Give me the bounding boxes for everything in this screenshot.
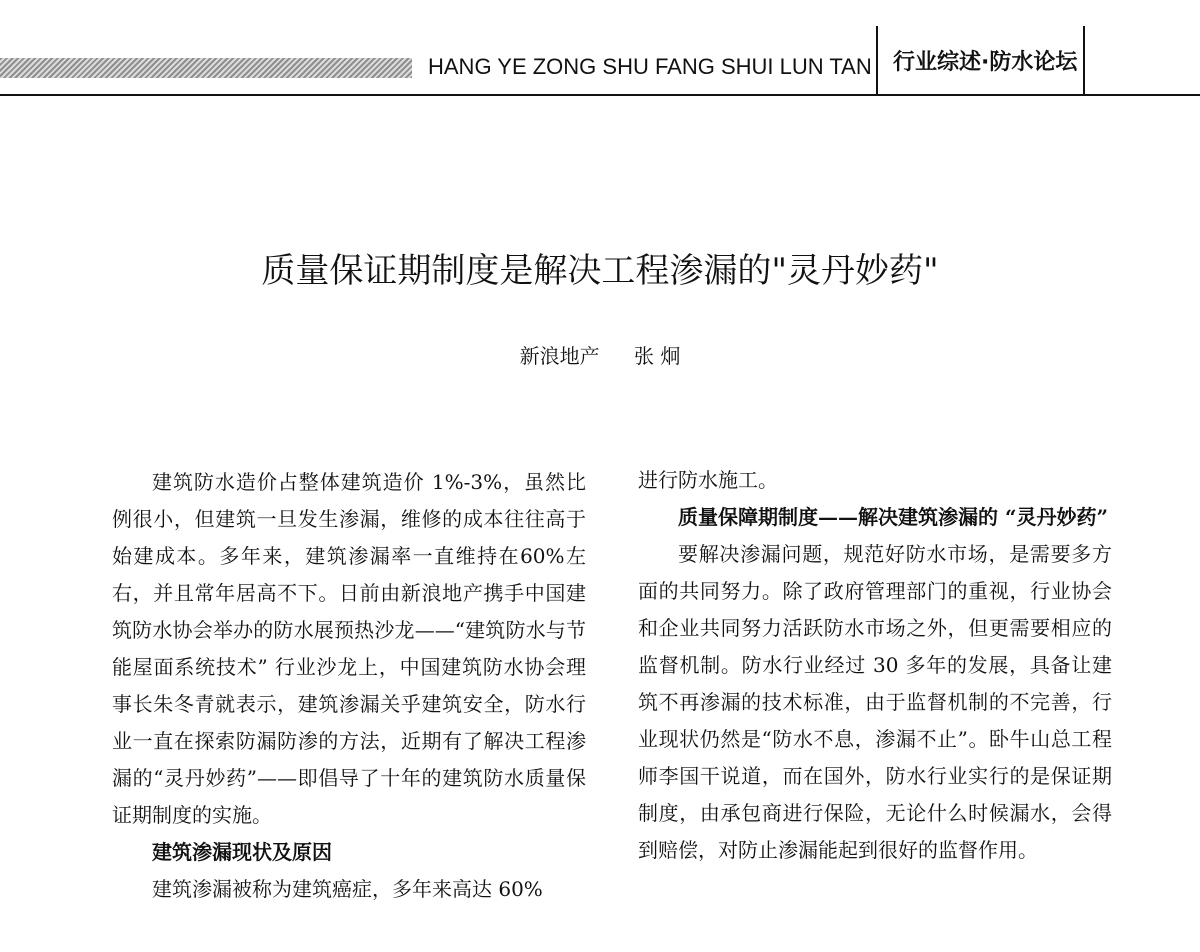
section-heading-2: 质量保障期制度——解决建筑渗漏的 “灵丹妙药” — [678, 505, 1108, 529]
left-column — [112, 464, 586, 908]
right-paragraph-1: 要解决渗漏问题，规范好防水市场，是需要多方面的共同努力。除了政府管理部门的重视，行业协会和企业共同努力活跃防水市场之外，但更需要相应的监督机制。防水行业经过 30 多年的发展，具备让建筑不再渗漏的技术标准，由于监督机制的不完善，行业现状仍然是“防水不息，渗漏不止”。卧牛山总工程师李国干说道，而在国外，防水行业实行的是保证期制度，由承包商进行保险，无论什么时候漏水，会得到赔偿，对防止渗漏能起到很好的监督作用。 — [638, 542, 1112, 862]
section-heading-1: 建筑渗漏现状及原因 — [152, 840, 332, 864]
byline-organization: 新浪地产 — [519, 344, 600, 368]
byline — [0, 342, 1200, 370]
left-paragraph-2: 建筑渗漏被称为建筑癌症，多年来高达 60% — [152, 877, 543, 901]
left-paragraph-1: 建筑防水造价占整体建筑造价 1%-3%，虽然比例很小，但建筑一旦发生渗漏，维修的成本往往高于始建成本。多年来，建筑渗漏率一直维持在60%左右，并且常年居高不下。日前由新浪地产携手中国建筑防水协会举办的防水展预热沙龙——“建筑防水与节能屋面系统技术” 行业沙龙上，中国建筑防水协会理事长朱冬青就表示，建筑渗漏关乎建筑安全，防水行业一直在探索防漏防渗的方法，近期有了解决工程渗漏的“灵丹妙药”——即倡导了十年的建筑防水质量保证期制度的实施。 — [112, 470, 586, 827]
right-paragraph-0: 进行防水施工。 — [638, 468, 778, 492]
header-hatch-pattern — [0, 58, 412, 78]
right-column — [638, 462, 1112, 869]
byline-author: 张 炯 — [634, 344, 681, 368]
header-rule — [0, 94, 1200, 96]
article-title: 质量保证期制度是解决工程渗漏的"灵丹妙药" — [261, 251, 939, 291]
header-divider-right — [1083, 26, 1085, 94]
header-chinese-title: 行业综述·防水论坛 — [893, 50, 1078, 75]
header-divider — [876, 26, 878, 94]
header-english-title: HANG YE ZONG SHU FANG SHUI LUN TAN — [428, 54, 872, 79]
